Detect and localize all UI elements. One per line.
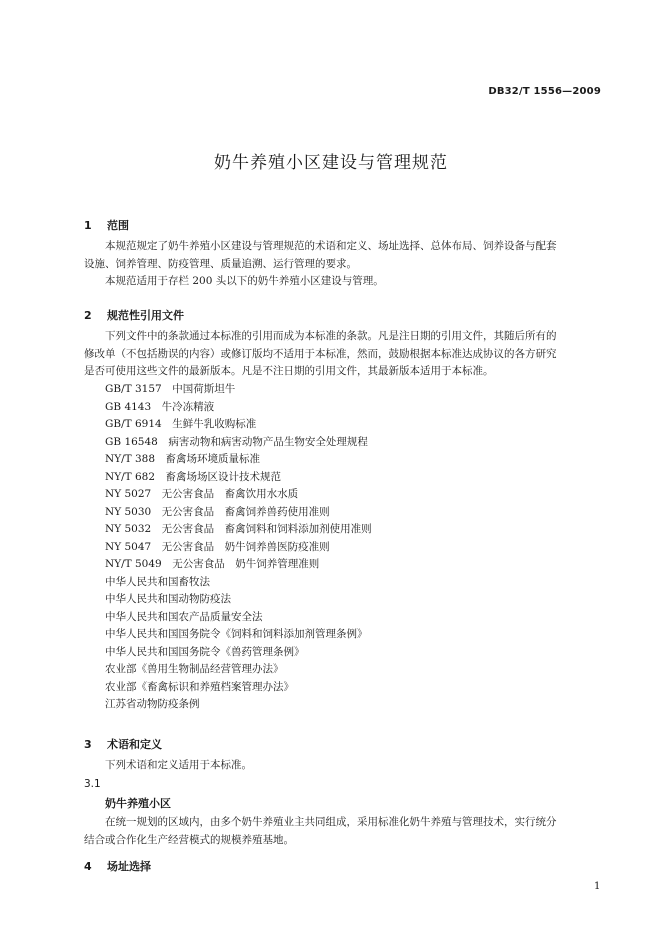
reference-item: 中华人民共和国畜牧法 (105, 575, 210, 588)
reference-item: 中华人民共和国国务院令《兽药管理条例》 (105, 645, 305, 658)
reference-item: 农业部《兽用生物制品经营管理办法》 (105, 663, 284, 675)
reference-item: 江苏省动物防疫条例 (105, 698, 200, 710)
section-3-paragraph (84, 757, 604, 775)
paragraph-line: 下列术语和定义适用于本标准。 (105, 759, 252, 771)
reference-item: NY/T 388 畜禽场环境质量标准 (105, 453, 261, 465)
section-number: 3 (84, 738, 92, 751)
section-title: 范围 (107, 219, 129, 232)
section-3-heading (84, 736, 162, 752)
reference-item: 中华人民共和国动物防疫法 (105, 593, 231, 605)
paragraph-line: 是否可使用这些文件的最新版本。凡是不注日期的引用文件，其最新版本适用于本标准。 (84, 365, 494, 377)
reference-item: 中华人民共和国农产品质量安全法 (105, 610, 263, 623)
reference-item: NY/T 5049 无公害食品 奶牛饲养管理准则 (105, 558, 320, 570)
paragraph-line: 修改单（不包括勘误的内容）或修订版均不适用于本标准，然而，鼓励根据本标准达成协议的各方研究 (84, 347, 557, 360)
reference-item: GB 4143 牛冷冻精液 (105, 400, 215, 413)
reference-item: NY/T 682 畜禽场场区设计技术规范 (105, 470, 282, 483)
reference-item: GB/T 3157 中国荷斯坦牛 (105, 383, 236, 395)
reference-item: NY 5032 无公害食品 畜禽饲料和饲料添加剂使用准则 (105, 523, 372, 535)
subsection-number: 3.1 (84, 778, 101, 790)
page-number: 1 (594, 881, 601, 892)
paragraph-line: 本规范适用于存栏 200 头以下的奶牛养殖小区建设与管理。 (105, 275, 384, 287)
term-definition (84, 814, 604, 849)
section-title: 规范性引用文件 (107, 309, 184, 322)
section-title: 场址选择 (107, 860, 151, 873)
reference-item: NY 5047 无公害食品 奶牛饲养兽医防疫准则 (105, 540, 330, 553)
section-number: 2 (84, 309, 92, 322)
reference-item: GB 16548 病害动物和病害动物产品生物安全处理规程 (105, 435, 368, 448)
section-title: 术语和定义 (107, 738, 162, 751)
paragraph-line: 本规范规定了奶牛养殖小区建设与管理规范的术语和定义、场址选择、总体布局、饲养设备与配套 (105, 240, 557, 252)
section-number: 4 (84, 860, 92, 873)
reference-item: 农业部《畜禽标识和养殖档案管理办法》 (105, 680, 294, 693)
section-4-heading (84, 858, 151, 874)
document-code: DB32/T 1556—2009 (488, 86, 601, 97)
section-1-heading (84, 217, 129, 233)
paragraph-line: 在统一规划的区域内，由多个奶牛养殖业主共同组成，采用标准化奶牛养殖与管理技术，实行统分 (105, 816, 557, 828)
section-2-heading (84, 307, 184, 323)
reference-list (105, 381, 585, 714)
paragraph-line: 结合或合作化生产经营模式的规模养殖基地。 (84, 833, 294, 846)
reference-item: NY 5027 无公害食品 畜禽饮用水水质 (105, 488, 299, 500)
section-2-paragraph (84, 328, 604, 381)
reference-item: 中华人民共和国国务院令《饲料和饲料添加剂管理条例》 (105, 628, 368, 640)
section-number: 1 (84, 219, 92, 232)
document-title: 奶牛养殖小区建设与管理规范 (214, 153, 448, 173)
reference-item: NY 5030 无公害食品 畜禽饲养兽药使用准则 (105, 505, 330, 518)
paragraph-line: 设施、饲养管理、防疫管理、质量追溯、运行管理的要求。 (84, 257, 357, 270)
paragraph-line: 下列文件中的条款通过本标准的引用而成为本标准的条款。凡是注日期的引用文件，其随后所有的 (105, 330, 557, 342)
reference-item: GB/T 6914 生鲜牛乳收购标准 (105, 418, 257, 430)
section-1-paragraph (84, 238, 604, 291)
term-name: 奶牛养殖小区 (105, 797, 171, 810)
